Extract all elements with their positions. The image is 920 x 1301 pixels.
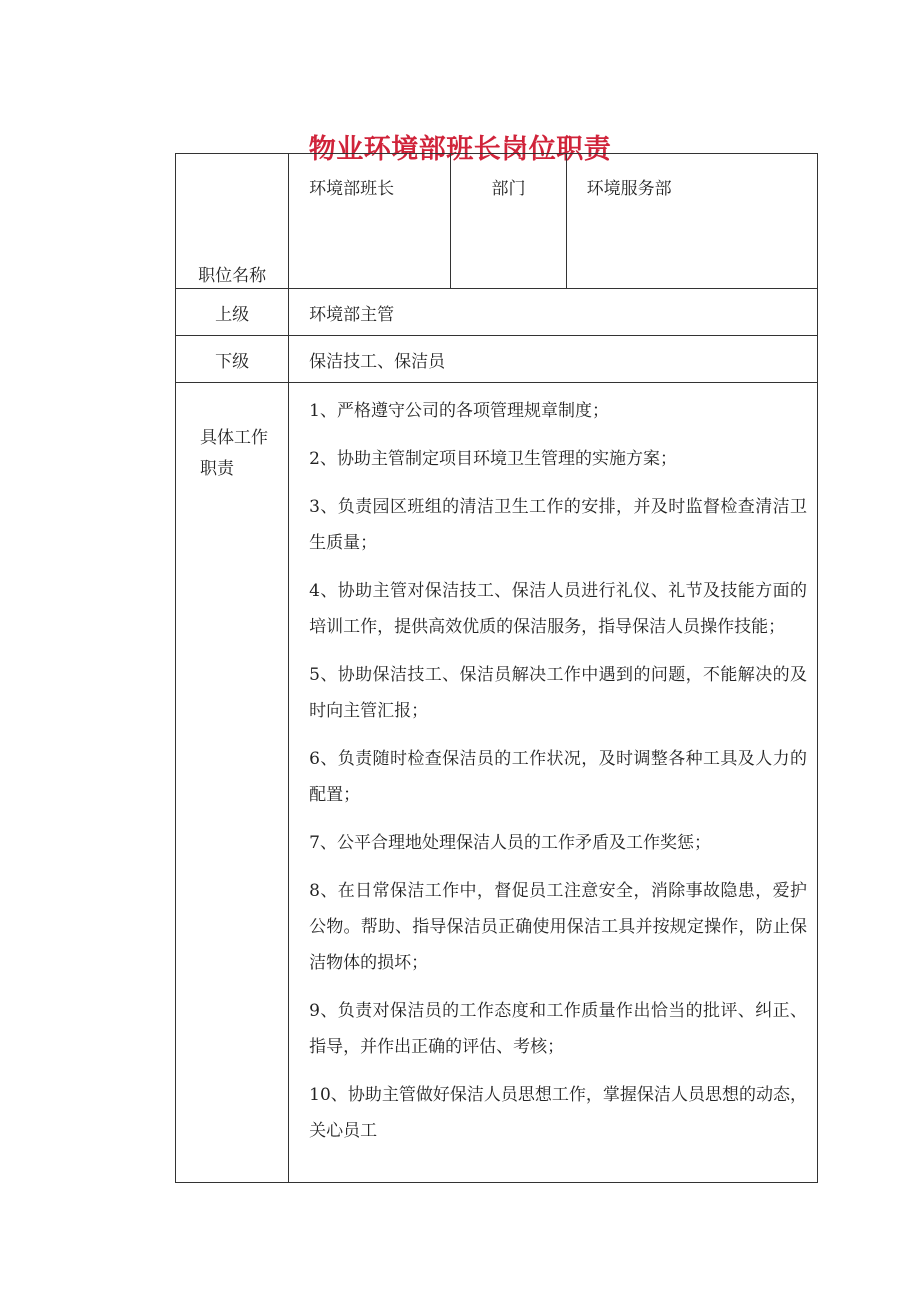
duties-row <box>176 383 818 1183</box>
subordinate-label: 下级 <box>176 336 289 383</box>
duty-item-7: 7、公平合理地处理保洁人员的工作矛盾及工作奖惩； <box>309 833 711 853</box>
duty-item-5: 5、协助保洁技工、保洁员解决工作中遇到的问题，不能解决的及时向主管汇报； <box>309 665 807 721</box>
duty-item-10: 10、协助主管做好保洁人员思想工作，掌握保洁人员思想的动态，关心员工 <box>309 1085 807 1141</box>
duty-item-4: 4、协助主管对保洁技工、保洁人员进行礼仪、礼节及技能方面的培训工作，提供高效优质的保洁服务，指导保洁人员操作技能； <box>309 581 807 637</box>
superior-value: 环境部主管 <box>289 289 818 336</box>
duty-item-9: 9、负责对保洁员的工作态度和工作质量作出恰当的批评、纠正、指导，并作出正确的评估、考核； <box>309 1001 807 1057</box>
duties-label-line1: 具体工作 <box>200 428 268 448</box>
duties-label-line2: 职责 <box>200 459 234 479</box>
subordinate-value: 保洁技工、保洁员 <box>289 336 818 383</box>
duty-item-1: 1、严格遵守公司的各项管理规章制度； <box>309 401 609 421</box>
duty-item-2: 2、协助主管制定项目环境卫生管理的实施方案； <box>309 449 677 469</box>
duty-item-3: 3、负责园区班组的清洁卫生工作的安排，并及时监督检查清洁卫生质量； <box>309 497 807 553</box>
position-value: 环境部班长 <box>289 154 451 289</box>
position-row <box>176 154 818 289</box>
superior-row <box>176 289 818 336</box>
duties-label <box>176 383 289 1183</box>
department-label: 部门 <box>451 154 566 289</box>
subordinate-row <box>176 336 818 383</box>
position-label: 职位名称 <box>176 154 289 289</box>
job-duty-table <box>175 153 818 1183</box>
department-value: 环境服务部 <box>566 154 817 289</box>
duties-list <box>289 383 818 1183</box>
document-title: 物业环境部班长岗位职责 <box>308 134 612 166</box>
superior-label: 上级 <box>176 289 289 336</box>
duty-item-6: 6、负责随时检查保洁员的工作状况，及时调整各种工具及人力的配置； <box>309 749 807 805</box>
duty-item-8: 8、在日常保洁工作中，督促员工注意安全，消除事故隐患，爱护公物。帮助、指导保洁员正确使用保洁工具并按规定操作，防止保洁物体的损坏； <box>309 881 807 973</box>
